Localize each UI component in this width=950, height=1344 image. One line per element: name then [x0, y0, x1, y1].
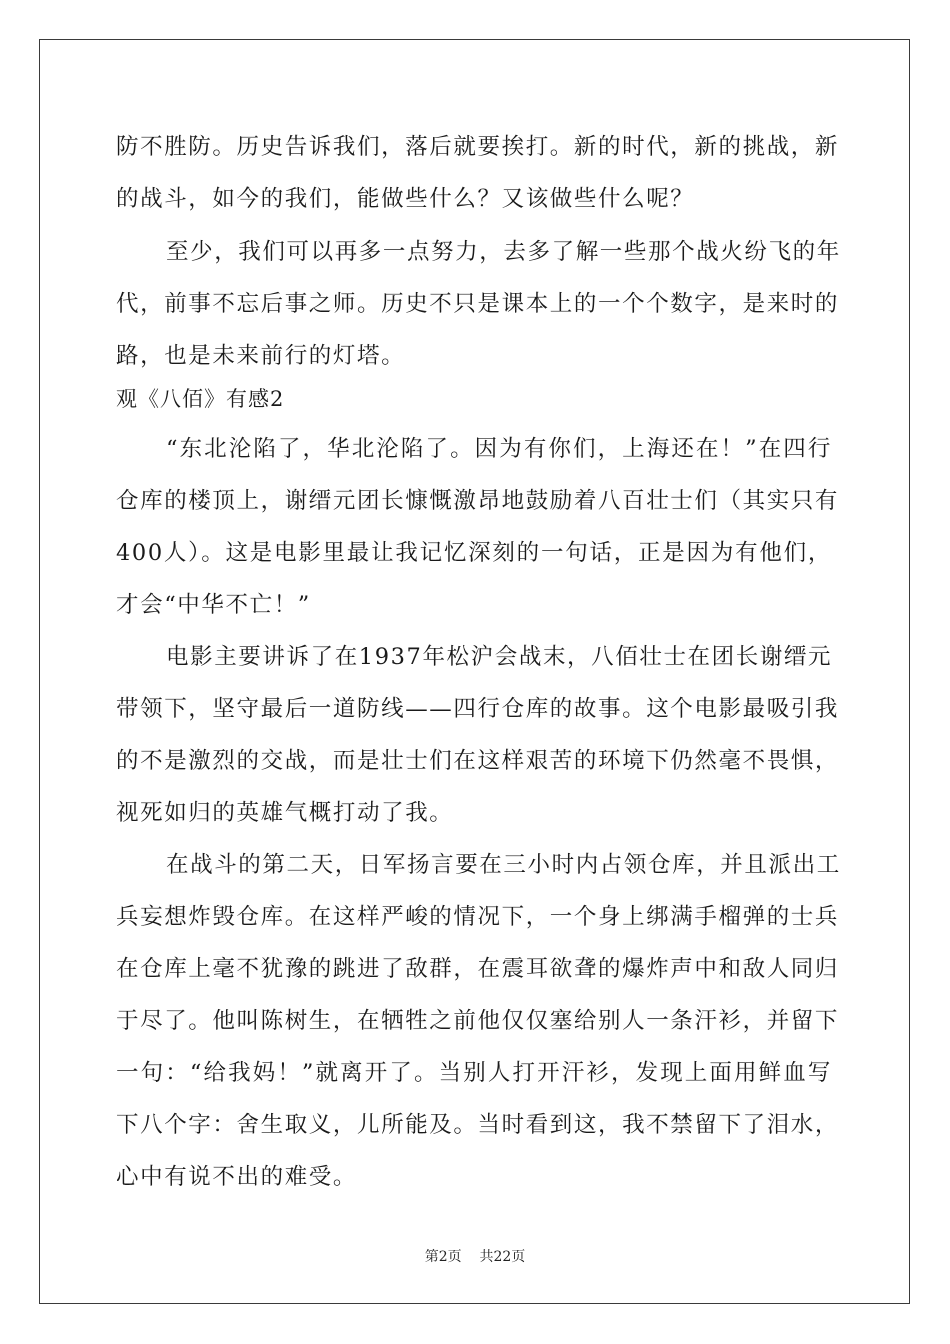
paragraph-line: 在战斗的第二天，日军扬言要在三小时内占领仓库，并且派出工 [166, 852, 841, 878]
paragraph-line: 防不胜防。历史告诉我们，落后就要挨打。新的时代，新的挑战，新 [116, 134, 840, 160]
paragraph-line: 心中有说不出的难受。 [116, 1164, 358, 1190]
paragraph-line: 于尽了。他叫陈树生，在牺牲之前他仅仅塞给别人一条汗衫，并留下 [116, 1008, 840, 1034]
paragraph-line: 400人）。这是电影里最让我记忆深刻的一句话，正是因为有他们， [116, 540, 832, 566]
paragraph-line: 视死如归的英雄气概打动了我。 [116, 800, 454, 826]
paragraph-line: 下八个字：舍生取义，儿所能及。当时看到这，我不禁留下了泪水， [116, 1112, 840, 1138]
paragraph-line: 仓库的楼顶上，谢缙元团长慷慨激昂地鼓励着八百壮士们（其实只有 [116, 488, 840, 514]
paragraph-line: 电影主要讲诉了在1937年松沪会战末，八佰壮士在团长谢缙元 [166, 644, 833, 670]
page-number: 第2页 [424, 1249, 462, 1265]
paragraph-line: 在仓库上毫不犹豫的跳进了敌群，在震耳欲聋的爆炸声中和敌人同归 [116, 956, 840, 982]
paragraph-line: 路，也是未来前行的灯塔。 [116, 343, 406, 369]
paragraph-line: “东北沦陷了，华北沦陷了。因为有你们，上海还在！”在四行 [166, 436, 832, 462]
paragraph-line: 带领下，坚守最后一道防线——四行仓库的故事。这个电影最吸引我 [116, 696, 840, 722]
paragraph-line: 的不是激烈的交战，而是壮士们在这样艰苦的环境下仍然毫不畏惧， [116, 748, 840, 774]
paragraph-line: 兵妄想炸毁仓库。在这样严峻的情况下，一个身上绑满手榴弹的士兵 [116, 904, 840, 930]
paragraph-line: 一句：“给我妈！”就离开了。当别人打开汗衫，发现上面用鲜血写 [116, 1060, 832, 1086]
paragraph-line: 至少，我们可以再多一点努力，去多了解一些那个战火纷飞的年 [166, 239, 841, 265]
section-heading: 观《八佰》有感2 [116, 387, 285, 411]
paragraph-line: 才会“中华不亡！” [116, 592, 311, 618]
page-total: 共22页 [479, 1249, 526, 1265]
paragraph-line: 代，前事不忘后事之师。历史不只是课本上的一个个数字，是来时的 [116, 291, 840, 317]
paragraph-line: 的战斗，如今的我们，能做些什么？又该做些什么呢？ [116, 186, 695, 212]
page-footer [0, 1246, 950, 1266]
